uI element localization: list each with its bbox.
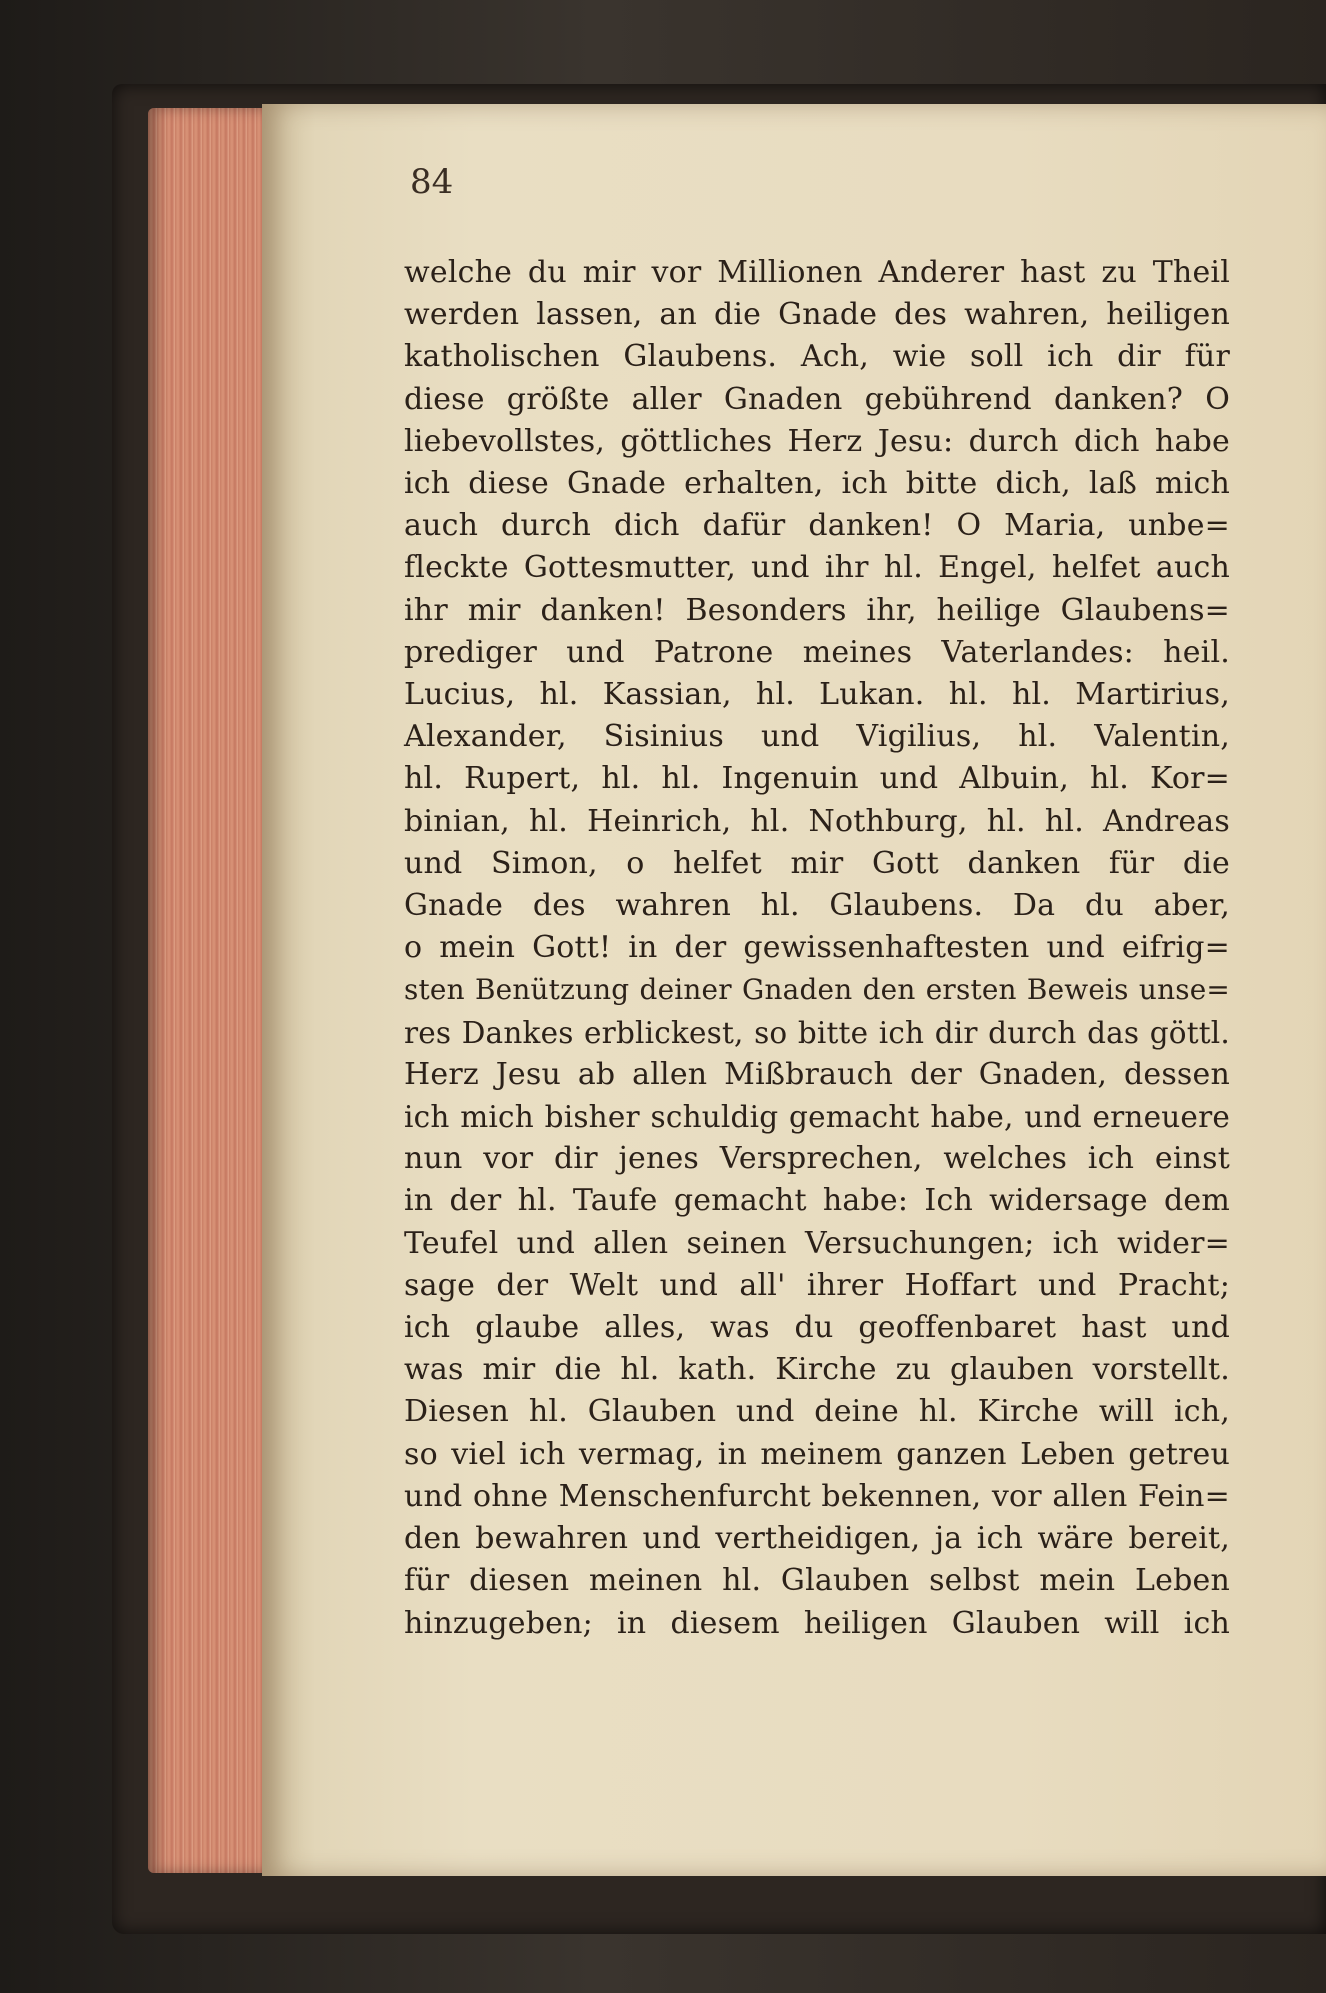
text-line: Diesen hl. Glauben und deine hl. Kirche will ich, <box>404 1394 1230 1430</box>
text-line: den bewahren und vertheidigen, ja ich wäre bereit, <box>404 1521 1230 1557</box>
book-page <box>262 104 1326 1876</box>
text-line: werden lassen, an die Gnade des wahren, heiligen <box>404 297 1230 333</box>
text-line: und ohne Menschenfurcht bekennen, vor allen Fein= <box>404 1478 1230 1514</box>
text-line: welche du mir vor Millionen Anderer hast zu Theil <box>404 255 1230 290</box>
text-line: fleckte Gottesmutter, und ihr hl. Engel, helfet auch <box>404 550 1230 586</box>
text-line: auch durch dich dafür danken! O Maria, unbe= <box>404 508 1230 544</box>
text-line: katholischen Glaubens. Ach, wie soll ich dir für <box>404 339 1230 375</box>
text-line: Gnade des wahren hl. Glaubens. Da du aber, <box>404 888 1230 924</box>
page-edges <box>148 108 278 1873</box>
text-line: o mein Gott! in der gewissenhaftesten und eifrig= <box>404 930 1230 966</box>
text-line: res Dankes erblickest, so bitte ich dir durch das göttl. <box>404 1015 1230 1050</box>
text-line: hl. Rupert, hl. hl. Ingenuin und Albuin, hl. Kor= <box>404 761 1230 797</box>
text-line: ihr mir danken! Besonders ihr, heilige Glaubens= <box>404 592 1230 628</box>
page-text <box>404 252 1230 1645</box>
text-line: was mir die hl. kath. Kirche zu glauben vorstellt. <box>404 1352 1230 1388</box>
text-line: ich glaube alles, was du geoffenbaret hast und <box>404 1310 1230 1346</box>
text-line: ich diese Gnade erhalten, ich bitte dich, laß mich <box>404 466 1230 502</box>
text-line: nun vor dir jenes Versprechen, welches ich einst <box>404 1141 1230 1177</box>
text-line: diese größte aller Gnaden gebührend danken? O <box>404 381 1230 417</box>
text-line: für diesen meinen hl. Glauben selbst mein Leben <box>404 1563 1230 1599</box>
text-line: liebevollstes, göttliches Herz Jesu: durch dich habe <box>404 423 1230 459</box>
text-line: und Simon, o helfet mir Gott danken für die <box>404 845 1230 881</box>
page-number: 84 <box>410 162 454 202</box>
text-line: sten Benützung deiner Gnaden den ersten Beweis unse= <box>404 973 1230 1007</box>
text-line: so viel ich vermag, in meinem ganzen Leben getreu <box>404 1436 1230 1472</box>
text-line: in der hl. Taufe gemacht habe: Ich widersage dem <box>404 1183 1230 1219</box>
text-line: Lucius, hl. Kassian, hl. Lukan. hl. hl. Martirius, <box>404 677 1230 713</box>
text-line: binian, hl. Heinrich, hl. Nothburg, hl. hl. Andreas <box>404 803 1230 839</box>
text-line: hinzugeben; in diesem heiligen Glauben will ich <box>404 1605 1230 1641</box>
text-line: prediger und Patrone meines Vaterlandes: heil. <box>404 634 1230 670</box>
text-line: Herz Jesu ab allen Mißbrauch der Gnaden, dessen <box>404 1056 1230 1092</box>
text-line: sage der Welt und all' ihrer Hoffart und Pracht; <box>404 1267 1230 1303</box>
text-line: ich mich bisher schuldig gemacht habe, und erneuere <box>404 1100 1230 1135</box>
text-line: Alexander, Sisinius und Vigilius, hl. Valentin, <box>404 719 1230 755</box>
text-line: Teufel und allen seinen Versuchungen; ich wider= <box>404 1225 1230 1261</box>
